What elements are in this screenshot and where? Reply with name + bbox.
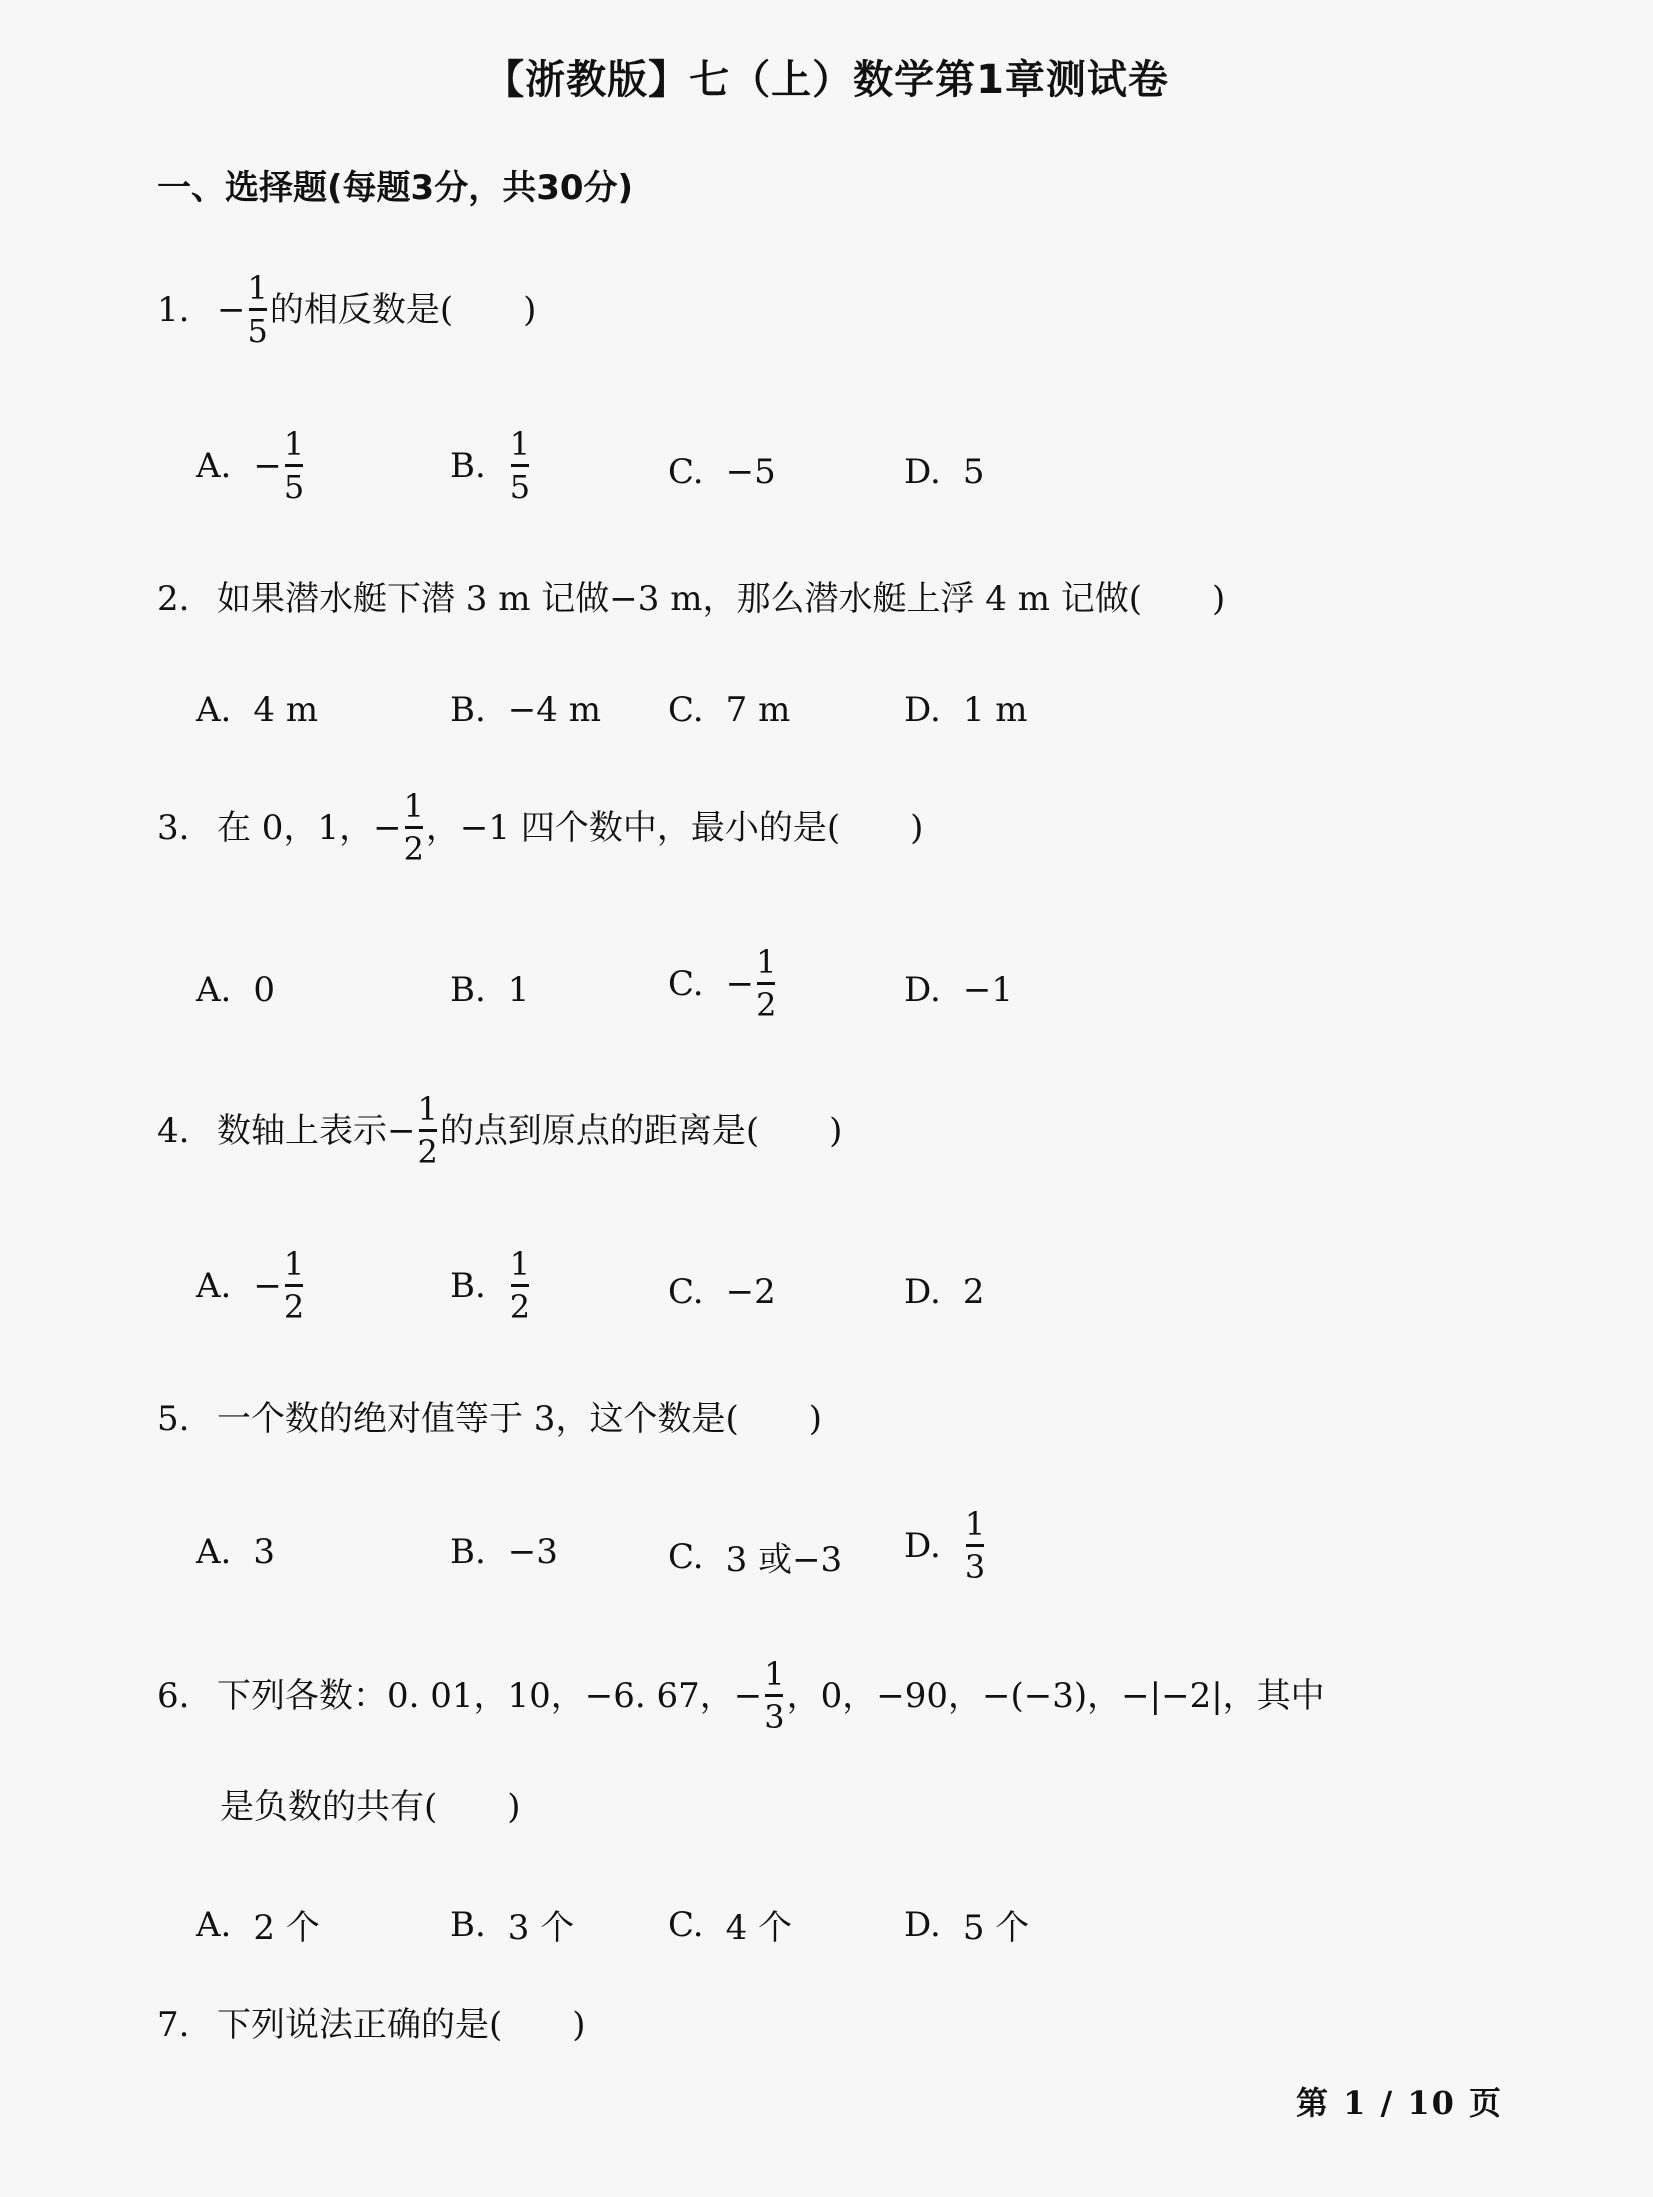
numerator: 1 <box>403 787 424 825</box>
fraction <box>403 787 424 868</box>
option-5b <box>450 1532 558 1572</box>
option-text: −5 <box>725 452 776 492</box>
option-6c <box>668 1900 792 1949</box>
minus-sign: − <box>217 289 246 330</box>
option-text: 2 个 <box>253 1908 320 1948</box>
denominator: 5 <box>283 468 305 506</box>
fraction <box>509 1245 531 1326</box>
option-2d <box>904 690 1028 730</box>
option-4d <box>904 1272 985 1312</box>
question-number: 4. <box>157 1110 190 1151</box>
close-paren: ) <box>829 1110 843 1151</box>
question-text: 的相反数是( <box>269 289 454 330</box>
option-letter: A. <box>196 1532 232 1572</box>
option-text: 7 m <box>725 690 791 730</box>
fraction <box>283 1245 305 1326</box>
option-4a <box>196 1245 306 1326</box>
numerator: 1 <box>283 1245 305 1283</box>
numerator: 1 <box>247 269 268 307</box>
question-6-line-2 <box>220 1787 521 1827</box>
numerator: 1 <box>964 1505 986 1543</box>
option-5c <box>668 1532 842 1581</box>
question-3 <box>157 787 924 868</box>
numerator: 1 <box>417 1090 438 1128</box>
option-letter: C. <box>668 963 704 1004</box>
option-5d <box>904 1505 987 1586</box>
option-letter: A. <box>196 690 232 730</box>
denominator: 5 <box>247 312 268 350</box>
option-text: −3 <box>507 1532 558 1572</box>
option-letter: D. <box>904 690 941 730</box>
question-number: 1. <box>157 289 190 330</box>
page-number: 第 1 / 10 页 <box>1296 2084 1504 2122</box>
option-letter: D. <box>904 1525 941 1566</box>
question-text-continued: 是负数的共有( <box>220 1787 438 1827</box>
minus-sign: − <box>253 1265 282 1306</box>
option-letter: C. <box>668 1272 704 1312</box>
question-2 <box>157 579 1226 619</box>
question-number: 7. <box>157 2005 190 2045</box>
close-paren: ) <box>507 1787 521 1827</box>
option-letter: C. <box>668 1536 704 1577</box>
question-1 <box>157 269 537 350</box>
question-text-pre: 下列各数：0. 01，10，−6. 67，− <box>217 1675 763 1716</box>
option-text: 3 个 <box>507 1908 575 1948</box>
denominator: 2 <box>509 1288 531 1326</box>
option-letter: D. <box>904 970 941 1010</box>
option-text: −2 <box>725 1272 776 1312</box>
denominator: 5 <box>509 468 531 506</box>
numerator: 1 <box>509 425 531 463</box>
denominator: 2 <box>283 1288 305 1326</box>
question-6 <box>157 1655 1325 1736</box>
option-6d <box>904 1900 1029 1949</box>
option-1b <box>450 425 532 506</box>
option-5a <box>196 1532 275 1572</box>
option-text: 0 <box>253 970 276 1010</box>
option-letter: C. <box>668 1904 704 1945</box>
question-4 <box>157 1090 843 1171</box>
close-paren: ) <box>808 1399 822 1439</box>
option-4b <box>450 1245 532 1326</box>
option-text: 5 <box>962 452 985 492</box>
option-3c <box>668 943 778 1024</box>
numerator: 1 <box>764 1655 785 1693</box>
fraction <box>417 1090 438 1171</box>
option-1a <box>196 425 306 506</box>
numerator: 1 <box>509 1245 531 1283</box>
option-2c <box>668 690 790 730</box>
close-paren: ) <box>1212 579 1226 619</box>
option-letter: A. <box>196 1265 232 1306</box>
denominator: 2 <box>756 986 777 1024</box>
option-1d <box>904 452 985 492</box>
question-text-pre: 在 0，1，− <box>217 807 402 848</box>
option-1c <box>668 452 776 492</box>
option-text: −1 <box>962 970 1013 1010</box>
close-paren: ) <box>523 289 537 330</box>
section-heading: 一、选择题(每题3分，共30分) <box>157 168 634 208</box>
option-text: 3 或−3 <box>725 1540 843 1580</box>
minus-sign: − <box>725 963 755 1004</box>
option-6a <box>196 1900 320 1949</box>
option-text: 4 m <box>253 690 319 730</box>
fraction <box>247 269 268 350</box>
question-5 <box>157 1399 822 1439</box>
option-letter: D. <box>904 1272 941 1312</box>
option-letter: B. <box>450 445 486 486</box>
denominator: 3 <box>964 1548 986 1586</box>
option-text: 1 m <box>962 690 1028 730</box>
option-letter: A. <box>196 445 232 486</box>
question-number: 3. <box>157 807 190 848</box>
option-letter: A. <box>196 970 232 1010</box>
question-text: 如果潜水艇下潜 3 m 记做−3 m，那么潜水艇上浮 4 m 记做( <box>217 579 1143 619</box>
option-letter: B. <box>450 1532 486 1572</box>
question-number: 2. <box>157 579 190 619</box>
question-number: 5. <box>157 1399 190 1439</box>
question-text-post: 的点到原点的距离是( <box>439 1110 760 1151</box>
fraction <box>764 1655 785 1736</box>
option-2a <box>196 690 318 730</box>
option-letter: D. <box>904 1904 941 1945</box>
option-4c <box>668 1272 776 1312</box>
fraction <box>964 1505 986 1586</box>
option-2b <box>450 690 601 730</box>
option-letter: D. <box>904 452 941 492</box>
question-number: 6. <box>157 1675 190 1716</box>
denominator: 2 <box>403 830 424 868</box>
option-letter: B. <box>450 1904 486 1945</box>
question-text: 一个数的绝对值等于 3，这个数是( <box>217 1399 739 1439</box>
question-text-post: ，0，−90，−(−3)，−|−2|，其中 <box>786 1675 1325 1716</box>
option-letter: B. <box>450 970 486 1010</box>
option-letter: B. <box>450 690 486 730</box>
option-letter: C. <box>668 690 704 730</box>
close-paren: ) <box>572 2005 586 2045</box>
option-3a <box>196 970 275 1010</box>
option-letter: C. <box>668 452 704 492</box>
denominator: 3 <box>764 1698 785 1736</box>
fraction <box>756 943 777 1024</box>
option-letter: B. <box>450 1265 486 1306</box>
option-3d <box>904 970 1013 1010</box>
option-letter: A. <box>196 1904 232 1945</box>
option-text: 3 <box>253 1532 276 1572</box>
option-text: 2 <box>962 1272 985 1312</box>
option-text: −4 m <box>507 690 601 730</box>
question-text-post: ，−1 四个数中，最小的是( <box>425 807 841 848</box>
fraction <box>283 425 305 506</box>
close-paren: ) <box>910 807 924 848</box>
minus-sign: − <box>253 445 282 486</box>
option-text: 5 个 <box>962 1908 1030 1948</box>
numerator: 1 <box>756 943 777 981</box>
question-text: 下列说法正确的是( <box>217 2005 503 2045</box>
fraction <box>509 425 531 506</box>
option-6b <box>450 1900 574 1949</box>
option-text: 1 <box>507 970 530 1010</box>
question-text-pre: 数轴上表示− <box>217 1110 416 1151</box>
option-text: 4 个 <box>725 1908 793 1948</box>
page-title: 【浙教版】七（上）数学第1章测试卷 <box>484 57 1169 103</box>
numerator: 1 <box>283 425 305 463</box>
question-7 <box>157 2005 586 2045</box>
denominator: 2 <box>417 1133 438 1171</box>
option-3b <box>450 970 529 1010</box>
